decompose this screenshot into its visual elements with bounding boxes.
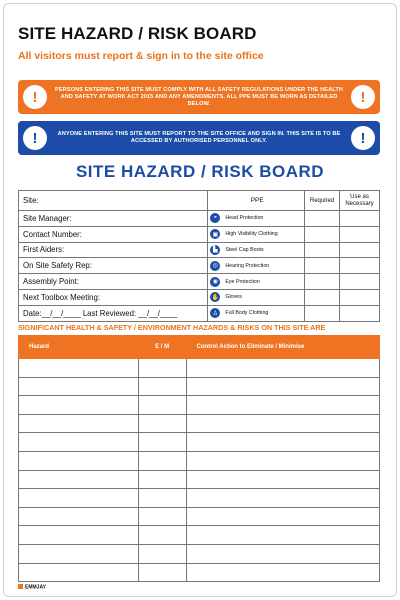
required-checkbox-cell[interactable]: [305, 274, 340, 290]
info-label[interactable]: Assembly Point:: [19, 274, 208, 290]
boot-icon: ▙: [210, 245, 220, 255]
warning-icon: !: [351, 126, 375, 150]
info-label[interactable]: Date:__/__/____ Last Reviewed: __/__/____: [19, 305, 208, 321]
ppe-item: [208, 274, 305, 290]
hazard-cell[interactable]: [19, 451, 139, 470]
hazard-cell[interactable]: [19, 526, 139, 545]
info-row: [19, 226, 380, 242]
hazards-section-title: SIGNIFICANT HEALTH & SAFETY / ENVIRONMENT HAZARDS & RISKS ON THIS SITE ARE: [18, 323, 326, 332]
control-action-cell[interactable]: [186, 544, 379, 563]
hazard-row: [19, 489, 380, 508]
hazard-row: [19, 433, 380, 452]
hazard-cell[interactable]: [19, 433, 139, 452]
control-action-cell[interactable]: [186, 489, 379, 508]
ppe-item: [208, 242, 305, 258]
control-action-cell[interactable]: [186, 414, 379, 433]
required-checkbox-cell[interactable]: [305, 226, 340, 242]
info-header-row: [19, 191, 380, 211]
required-checkbox-cell[interactable]: [305, 305, 340, 321]
use-as-necessary-checkbox-cell[interactable]: [340, 274, 380, 290]
hazard-cell[interactable]: [19, 414, 139, 433]
hazard-row: [19, 526, 380, 545]
ppe-label: Head Protection: [225, 215, 264, 222]
ppe-item: [208, 289, 305, 305]
hazard-cell[interactable]: [19, 359, 139, 378]
warning-icon: !: [23, 126, 47, 150]
em-cell[interactable]: [138, 451, 186, 470]
ppe-item: [208, 226, 305, 242]
goggles-icon: ◉: [210, 277, 220, 287]
use-as-necessary-checkbox-cell[interactable]: [340, 242, 380, 258]
hazard-table: [18, 335, 380, 582]
em-cell[interactable]: [138, 526, 186, 545]
hazard-row: [19, 377, 380, 396]
em-cell[interactable]: [138, 563, 186, 582]
compliance-banner: [18, 80, 380, 114]
ppe-item: [208, 211, 305, 227]
control-action-cell[interactable]: [186, 526, 379, 545]
info-label[interactable]: Next Toolbox Meeting:: [19, 289, 208, 305]
required-checkbox-cell[interactable]: [305, 258, 340, 274]
em-cell[interactable]: [138, 396, 186, 415]
em-cell[interactable]: [138, 377, 186, 396]
control-action-cell[interactable]: [186, 470, 379, 489]
brand-name: EMMJAY: [25, 584, 46, 591]
sign-in-banner-text: ANYONE ENTERING THIS SITE MUST REPORT TO THE SITE OFFICE AND SIGN IN. THIS SITE IS TO BE ACCESSED BY AUTHORISED PERSONNEL ONLY.: [57, 131, 341, 144]
hazard-row: [19, 396, 380, 415]
info-row: [19, 242, 380, 258]
hazard-cell[interactable]: [19, 396, 139, 415]
use-as-necessary-checkbox-cell[interactable]: [340, 289, 380, 305]
gloves-icon: ✋: [210, 292, 220, 302]
hard-hat-icon: ◓: [210, 213, 220, 223]
control-action-cell[interactable]: [186, 507, 379, 526]
control-action-cell[interactable]: [186, 377, 379, 396]
control-action-cell[interactable]: [186, 359, 379, 378]
hi-vis-vest-icon: ▣: [210, 229, 220, 239]
hazard-row: [19, 414, 380, 433]
info-label[interactable]: Site Manager:: [19, 211, 208, 227]
info-row: [19, 211, 380, 227]
warning-icon: !: [23, 85, 47, 109]
hazard-row: [19, 544, 380, 563]
required-header: Required: [305, 191, 340, 211]
hazard-cell[interactable]: [19, 470, 139, 489]
hazard-cell[interactable]: [19, 377, 139, 396]
page-subtitle: All visitors must report & sign in to the site office: [18, 50, 264, 62]
em-cell[interactable]: [138, 489, 186, 508]
compliance-banner-text: PERSONS ENTERING THIS SITE MUST COMPLY WITH ALL SAFETY REGULATIONS UNDER THE HEALTH AND SAFETY AT WORK ACT 2015 AND ANY AMENDMENTS. ALL PPE MUST BE WORN AS DETAILED BELOW.: [54, 86, 343, 107]
em-cell[interactable]: [138, 359, 186, 378]
hazard-header-row: [19, 336, 380, 359]
control-action-column-header: Control Action to Eliminate / Minimise: [186, 336, 379, 359]
em-cell[interactable]: [138, 470, 186, 489]
hazard-row: [19, 470, 380, 489]
warning-icon: !: [351, 85, 375, 109]
info-label[interactable]: First Aiders:: [19, 242, 208, 258]
hazard-cell[interactable]: [19, 544, 139, 563]
info-row: [19, 274, 380, 290]
hazard-cell[interactable]: [19, 507, 139, 526]
ppe-label: Steel Cap Boots: [225, 246, 264, 253]
ppe-header: PPE: [208, 191, 305, 211]
info-label[interactable]: Contact Number:: [19, 226, 208, 242]
required-checkbox-cell[interactable]: [305, 242, 340, 258]
page-title: SITE HAZARD / RISK BOARD: [18, 24, 257, 43]
ppe-item: [208, 305, 305, 321]
ppe-label: Full Body Clothing: [225, 310, 269, 317]
site-info-table: [18, 190, 380, 322]
em-cell[interactable]: [138, 414, 186, 433]
hazard-cell[interactable]: [19, 489, 139, 508]
hazard-column-header: Hazard: [19, 336, 139, 359]
hazard-row: [19, 507, 380, 526]
required-checkbox-cell[interactable]: [305, 289, 340, 305]
hazard-row: [19, 451, 380, 470]
control-action-cell[interactable]: [186, 563, 379, 582]
em-cell[interactable]: [138, 544, 186, 563]
em-cell[interactable]: [138, 507, 186, 526]
ear-muffs-icon: ◎: [210, 261, 220, 271]
hazard-cell[interactable]: [19, 563, 139, 582]
hazard-row: [19, 563, 380, 582]
ppe-label: Gloves: [225, 294, 242, 301]
use-as-necessary-header: Use as Necessary: [340, 191, 380, 211]
use-as-necessary-checkbox-cell[interactable]: [340, 226, 380, 242]
use-as-necessary-checkbox-cell[interactable]: [340, 305, 380, 321]
ppe-label: High Visibility Clothing: [225, 231, 278, 238]
control-action-cell[interactable]: [186, 396, 379, 415]
sign-in-banner: [18, 121, 380, 155]
use-as-necessary-checkbox-cell[interactable]: [340, 258, 380, 274]
brand-logo: [18, 584, 46, 591]
coverall-icon: ♙: [210, 308, 220, 318]
info-label[interactable]: On Site Safety Rep:: [19, 258, 208, 274]
control-action-cell[interactable]: [186, 451, 379, 470]
em-column-header: E / M: [138, 336, 186, 359]
ppe-label: Eye Protection: [225, 278, 260, 285]
info-row: [19, 289, 380, 305]
em-cell[interactable]: [138, 433, 186, 452]
required-checkbox-cell[interactable]: [305, 211, 340, 227]
info-row: [19, 305, 380, 321]
hazard-row: [19, 359, 380, 378]
site-label: Site:: [19, 191, 208, 211]
control-action-cell[interactable]: [186, 433, 379, 452]
logo-mark-icon: [18, 584, 23, 589]
ppe-label: Hearing Protection: [225, 262, 270, 269]
board-title: SITE HAZARD / RISK BOARD: [75, 162, 325, 181]
ppe-item: [208, 258, 305, 274]
info-row: [19, 258, 380, 274]
use-as-necessary-checkbox-cell[interactable]: [340, 211, 380, 227]
